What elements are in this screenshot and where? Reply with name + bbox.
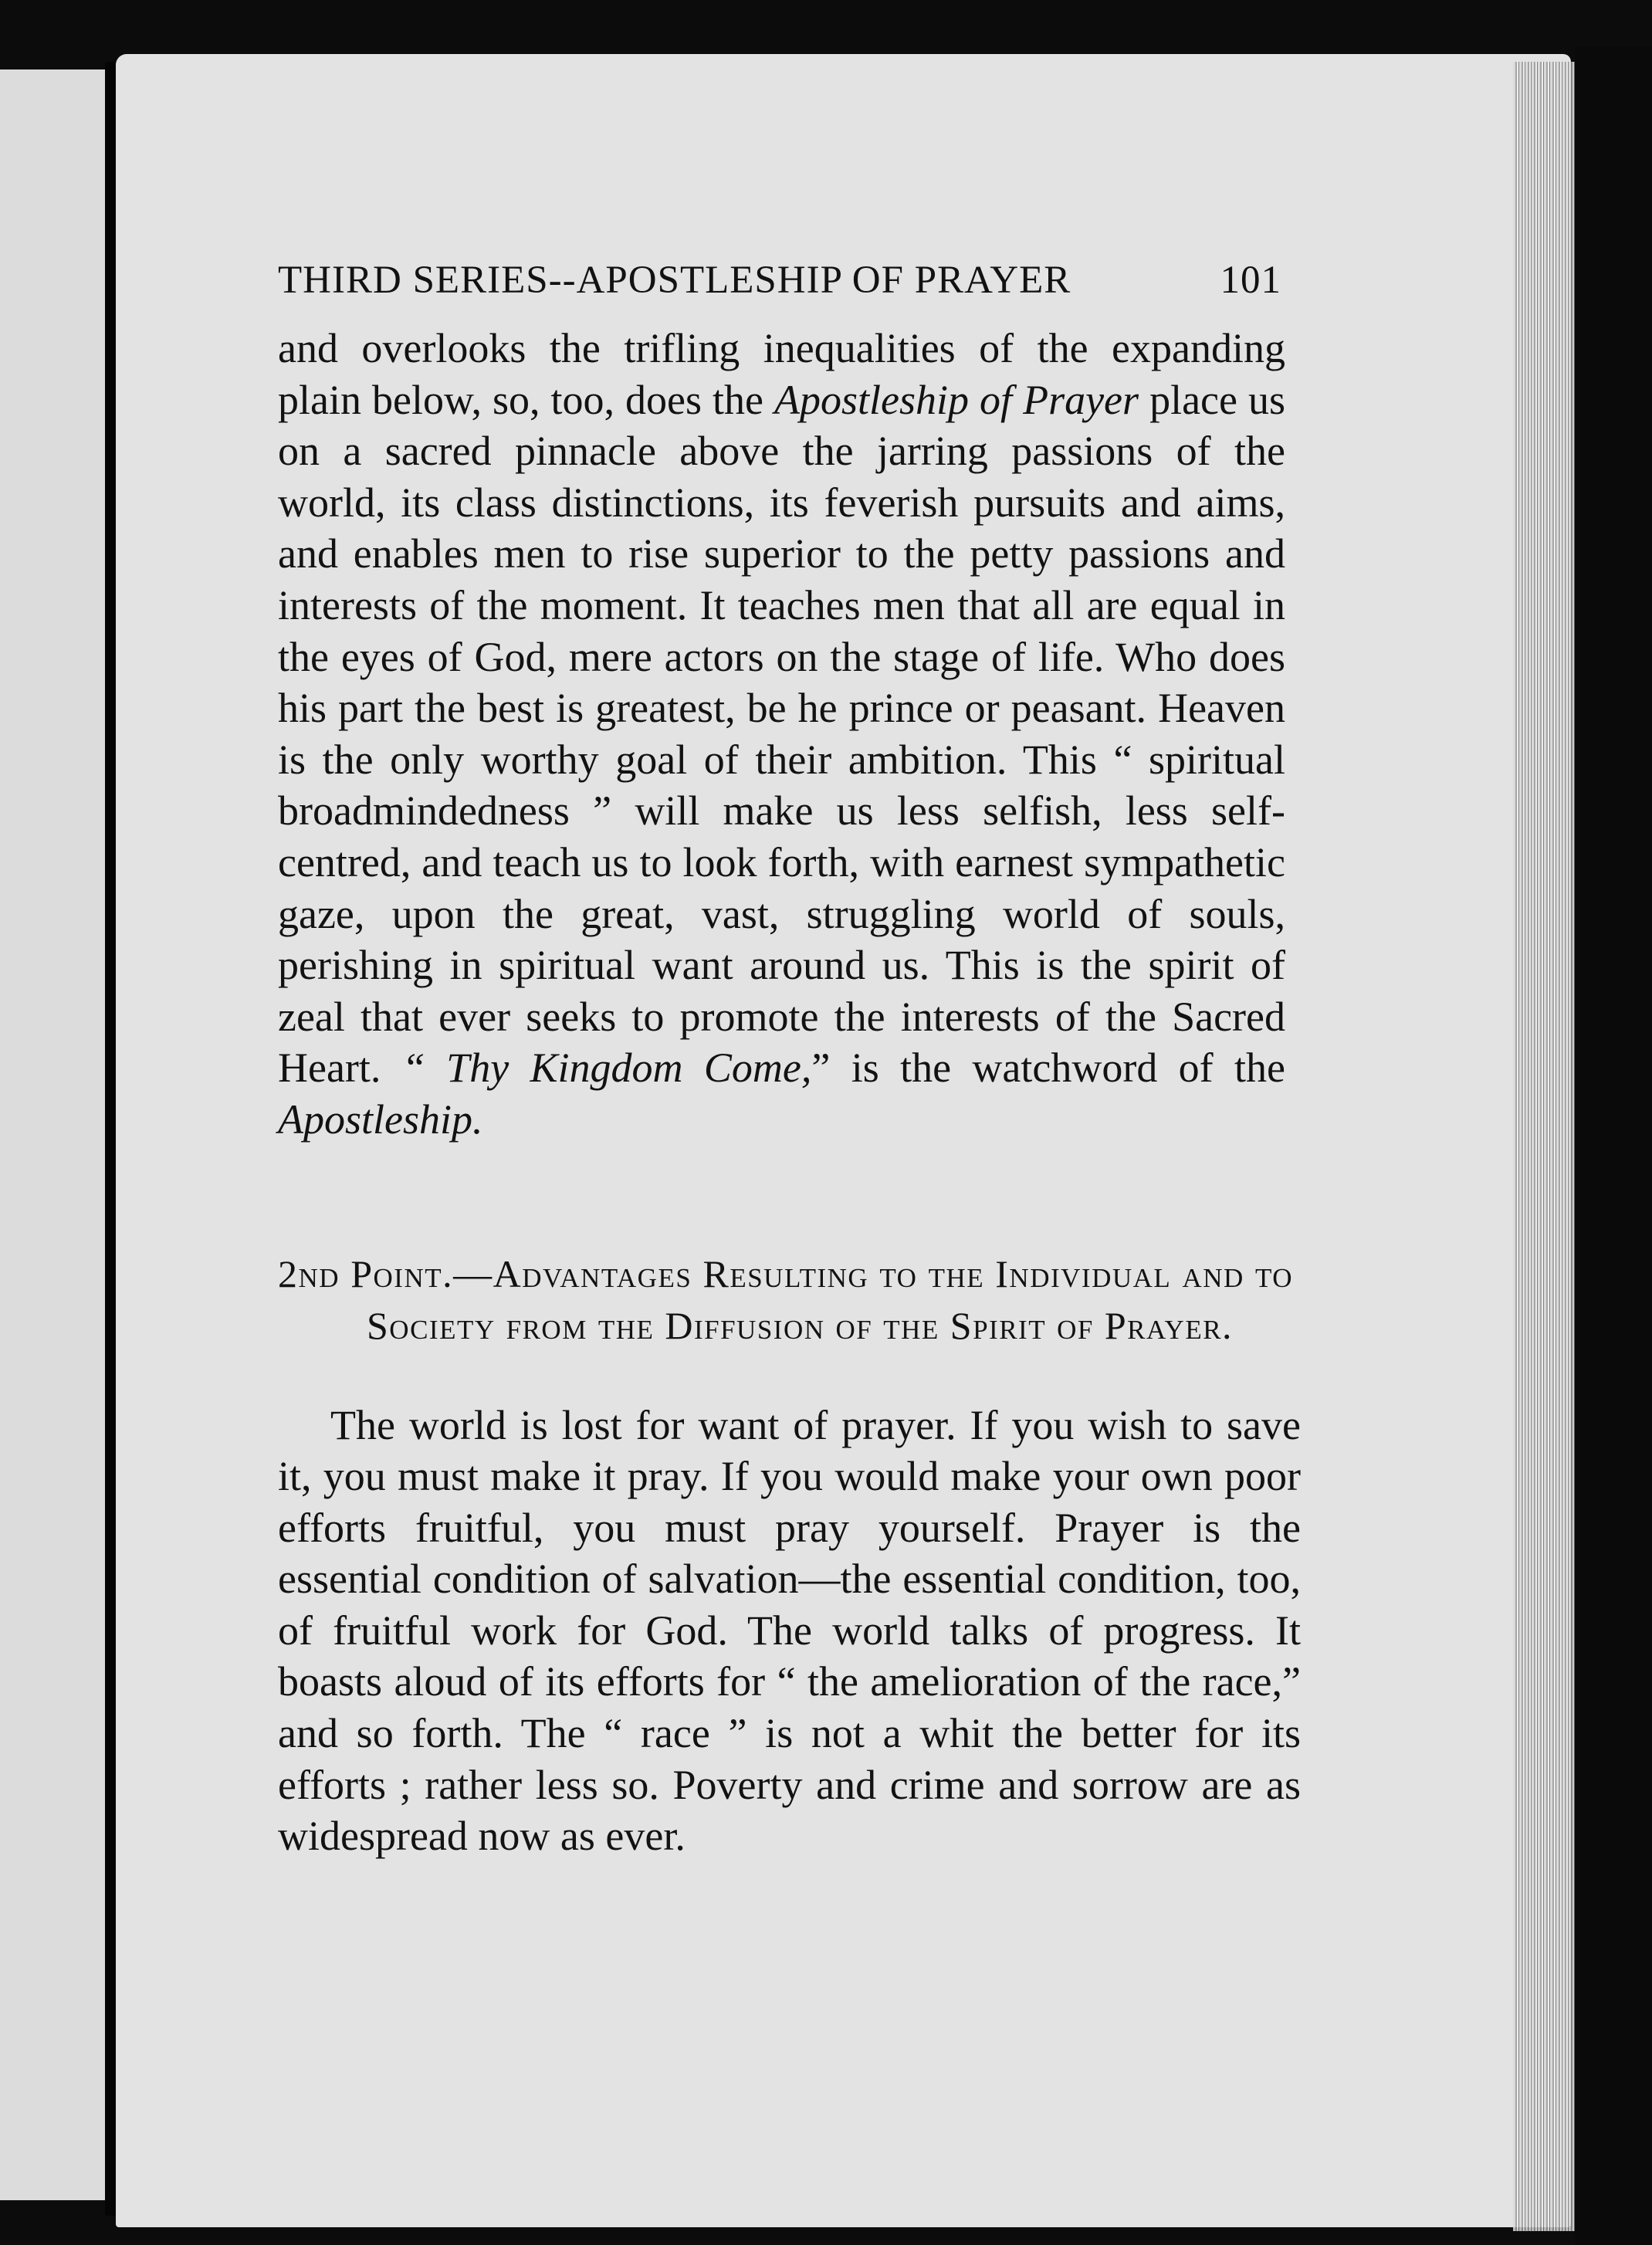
paragraph-1-part-3: ” is the watchword of the	[811, 1045, 1285, 1092]
page-number: 101	[1220, 259, 1281, 302]
italic-thy-kingdom-come: “ Thy Kingdom Come,	[401, 1045, 812, 1092]
running-head-title: THIRD SERIES--APOSTLESHIP OF PRAYER	[278, 259, 1071, 302]
section-heading	[278, 1248, 1293, 1352]
scan-background-right	[1575, 46, 1652, 2245]
page-fore-edge	[1513, 62, 1575, 2231]
book-gutter	[105, 62, 116, 2216]
paragraph-1-part-2: place us on a sacred pinnacle above the jarring passions of the world, its class distinctions, its feverish pursuits and aims, and enables men to rise superior to the petty passions and interests of the moment. It teaches men that all are equal in the eyes of God, mere actors on the stage of life. Who does his part the best is greatest, be he prince or peasant. Heaven is the only worthy goal of their ambition. This “ spiritual broadmindedness ” will make us less selfish, less self-centred, and teach us to look forth, with earnest sympathetic gaze, upon the great, vast, struggling world of souls, perishing in spiritual want around us. This is the spirit of zeal that ever seeks to promote the interests of the Sacred Heart.	[278, 376, 1286, 1092]
section-heading-text: —Advantages Resulting to the Individual and to Society from the Diffusion of the Spirit of Prayer.	[367, 1251, 1293, 1347]
section-heading-label: 2nd Point.	[278, 1251, 454, 1295]
italic-apostleship-of-prayer: Apostleship of Prayer	[774, 376, 1139, 423]
paragraph-body: The world is lost for want of prayer. If you wish to save it, you must make it pray. If you would make your own poor efforts fruitful, you must pray yourself. Prayer is the essential condition of salvation—the essential condition, too, of fruitful work for God. The world talks of progress. It boasts aloud of its efforts for “ the amelioration of the race,” and so forth. The “ race ” is not a whit the better for its efforts ; rather less so. Poverty and crime and sorrow are as widespread now as ever.	[278, 1401, 1301, 1860]
paragraph-1-part-1: and overlooks the trifling inequalities of the expanding plain below, so, too, does the	[278, 325, 1285, 423]
page-text-block	[278, 255, 1301, 1862]
facing-page-edge	[0, 69, 112, 2200]
paragraph-continuation	[278, 323, 1285, 1146]
running-head	[278, 255, 1281, 306]
italic-apostleship: Apostleship.	[278, 1095, 483, 1143]
